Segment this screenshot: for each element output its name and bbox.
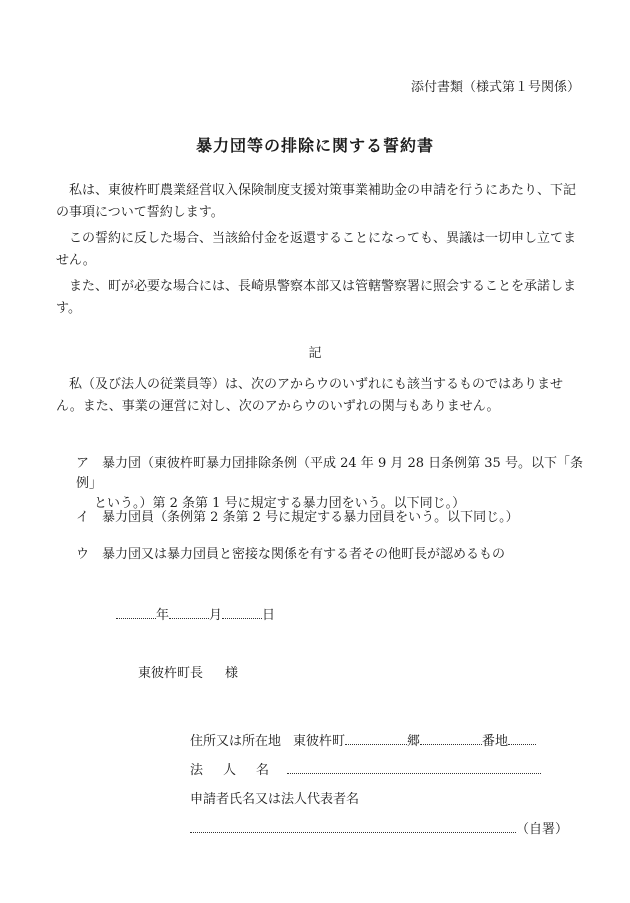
item-i-mark: イ xyxy=(76,510,90,525)
go-label: 郷 xyxy=(407,734,421,749)
signature-field[interactable] xyxy=(190,820,516,833)
item-a-line2: という。）第 2 条第 1 号に規定する暴力団をいう。以下同じ。） xyxy=(94,496,466,511)
item-u-mark: ウ xyxy=(76,547,90,562)
banchi-label: 番地 xyxy=(482,734,509,749)
lot-field[interactable] xyxy=(420,732,482,745)
corp-name-field[interactable] xyxy=(287,761,541,774)
month-label: 月 xyxy=(209,608,223,623)
banchi-field[interactable] xyxy=(508,732,536,745)
addressee-name: 東彼杵町長 xyxy=(138,666,204,681)
year-field[interactable] xyxy=(116,606,156,619)
address-label: 住所又は所在地 xyxy=(190,734,282,749)
applicant-name-label: 申請者氏名又は法人代表者名 xyxy=(190,792,360,807)
day-label: 日 xyxy=(262,608,276,623)
corp-label-1: 法 xyxy=(190,763,204,778)
paragraph-3: また、町が必要な場合には、長崎県警察本部又は管轄警察署に照会することを承諾します。 xyxy=(56,279,577,316)
item-u xyxy=(76,545,586,565)
month-field[interactable] xyxy=(169,606,209,619)
corp-label-2: 人 xyxy=(223,763,237,778)
signature-note: （自署） xyxy=(516,822,569,837)
item-u-line1: 暴力団又は暴力団員と密接な関係を有する者その他町長が認めるもの xyxy=(102,547,506,562)
item-i-line1: 暴力団員（条例第 2 条第 2 号に規定する暴力団員をいう。以下同じ。） xyxy=(102,510,519,525)
item-a-mark: ア xyxy=(76,456,90,471)
town-label: 東彼杵町 xyxy=(293,734,346,749)
paragraph-1: 私は、東彼杵町農業経営収入保険制度支援対策事業補助金の申請を行うにあたり、下記の事項について誓約します。 xyxy=(56,183,577,220)
ki-heading: 記 xyxy=(308,346,322,361)
addressee xyxy=(138,662,238,681)
item-a xyxy=(76,454,586,514)
paragraph-2: この誓約に反した場合、当該給付金を返還することになっても、異議は一切申し立てません。 xyxy=(56,231,577,268)
attachment-label: 添付書類（様式第１号関係） xyxy=(410,80,580,95)
corp-label-3: 名 xyxy=(256,763,270,778)
date-line xyxy=(116,604,275,623)
document-title: 暴力団等の排除に関する誓約書 xyxy=(195,136,434,155)
item-a-line1: 暴力団（東彼杵町暴力団排除条例（平成 24 年 9 月 28 日条例第 35 号。以下「条例」 xyxy=(76,456,583,491)
signature-row xyxy=(190,818,568,837)
addressee-honorific: 様 xyxy=(225,666,239,681)
corp-name-row xyxy=(190,759,541,778)
address-row xyxy=(190,730,536,749)
item-i xyxy=(76,508,586,528)
year-label: 年 xyxy=(156,608,170,623)
district-field[interactable] xyxy=(345,732,407,745)
statement-paragraph: 私（及び法人の従業員等）は、次のアからウのいずれにも該当するものではありません。また、事業の運営に対し、次のアからウのいずれの関与もありません。 xyxy=(56,377,564,414)
day-field[interactable] xyxy=(222,606,262,619)
